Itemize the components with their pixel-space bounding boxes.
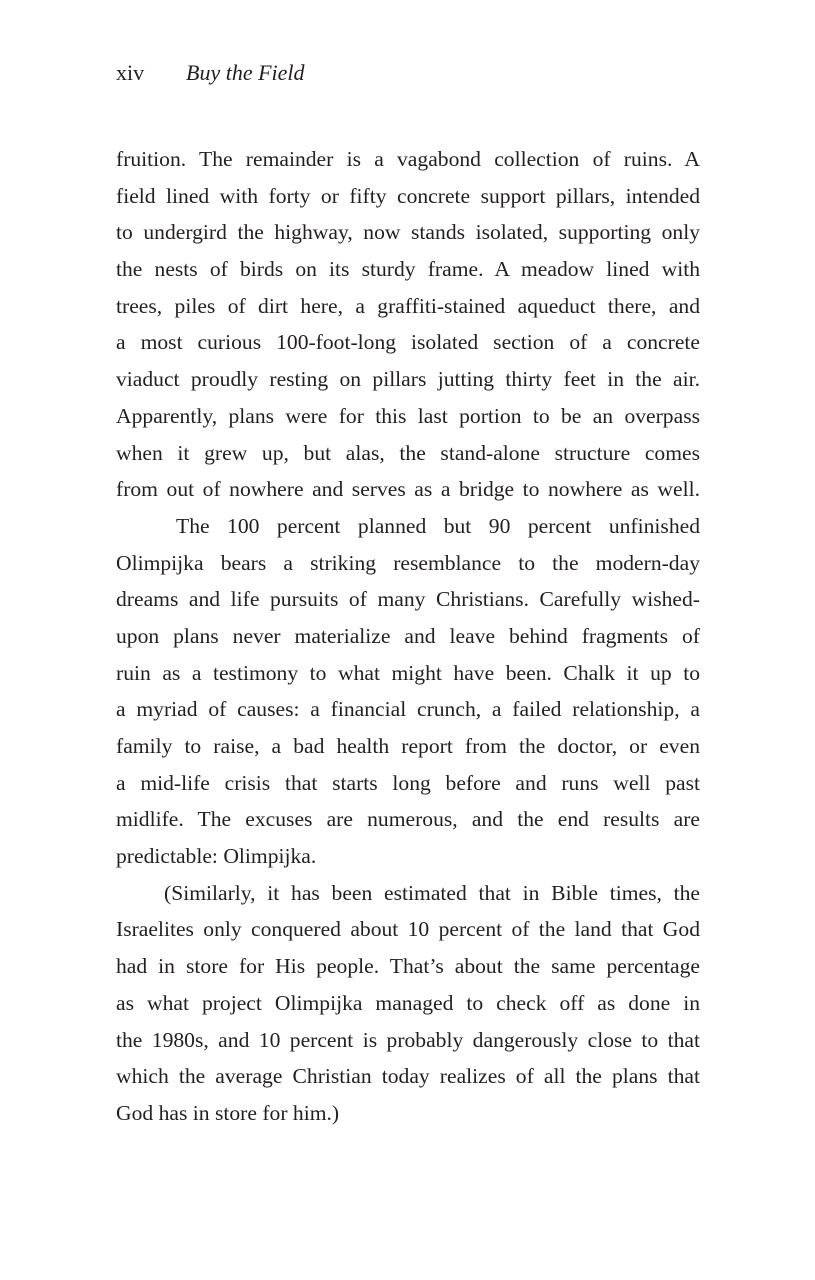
text-line: which the average Christian today realizes of all the plans that <box>116 1064 700 1089</box>
text-line: a myriad of causes: a financial crunch, a failed relationship, a <box>116 697 700 722</box>
text-line: field lined with forty or fifty concrete support pillars, intended <box>116 183 700 208</box>
paragraph-1 <box>116 141 700 508</box>
text-line: midlife. The excuses are numerous, and the end results are <box>116 807 700 832</box>
text-line: family to raise, a bad health report from the doctor, or even <box>116 734 700 758</box>
book-title: Buy the Field <box>186 60 305 85</box>
paragraph-2 <box>116 508 700 875</box>
text-line: viaduct proudly resting on pillars jutting thirty feet in the air. <box>116 367 700 392</box>
text-line: a mid-life crisis that starts long before and runs well past <box>116 770 700 795</box>
running-head <box>116 58 305 88</box>
text-line: trees, piles of dirt here, a graffiti-stained aqueduct there, and <box>116 293 700 318</box>
text-line: Israelites only conquered about 10 percent of the land that God <box>116 917 700 942</box>
text-line: Apparently, plans were for this last portion to be an overpass <box>116 403 700 428</box>
paragraph-3 <box>116 875 700 1132</box>
text-line: upon plans never materialize and leave behind fragments of <box>116 623 700 648</box>
text-line: from out of nowhere and serves as a bridge to nowhere as well. <box>116 477 700 502</box>
text-line: as what project Olimpijka managed to check off as done in <box>116 990 700 1015</box>
text-line: the nests of birds on its sturdy frame. A meadow lined with <box>116 257 700 282</box>
text-line: to undergird the highway, now stands isolated, supporting only <box>116 220 700 245</box>
text-line: had in store for His people. That’s about the same percentage <box>116 954 700 979</box>
text-line: a most curious 100-foot-long isolated section of a concrete <box>116 330 700 355</box>
text-line: God has in store for him.) <box>116 1100 340 1125</box>
page-number: xiv <box>116 60 145 85</box>
text-line: Olimpijka bears a striking resemblance to the modern-day <box>116 550 700 575</box>
text-line: The 100 percent planned but 90 percent unfinished <box>176 513 700 538</box>
text-line: (Similarly, it has been estimated that in Bible times, the <box>164 880 700 905</box>
text-line: predictable: Olimpijka. <box>116 844 317 869</box>
text-line: the 1980s, and 10 percent is probably dangerously close to that <box>116 1027 700 1052</box>
text-line: ruin as a testimony to what might have been. Chalk it up to <box>116 660 700 685</box>
text-line: dreams and life pursuits of many Christians. Carefully wished- <box>116 587 700 612</box>
body-text <box>116 141 700 1132</box>
text-line: when it grew up, but alas, the stand-alone structure comes <box>116 440 700 465</box>
text-line: fruition. The remainder is a vagabond collection of ruins. A <box>116 147 700 171</box>
